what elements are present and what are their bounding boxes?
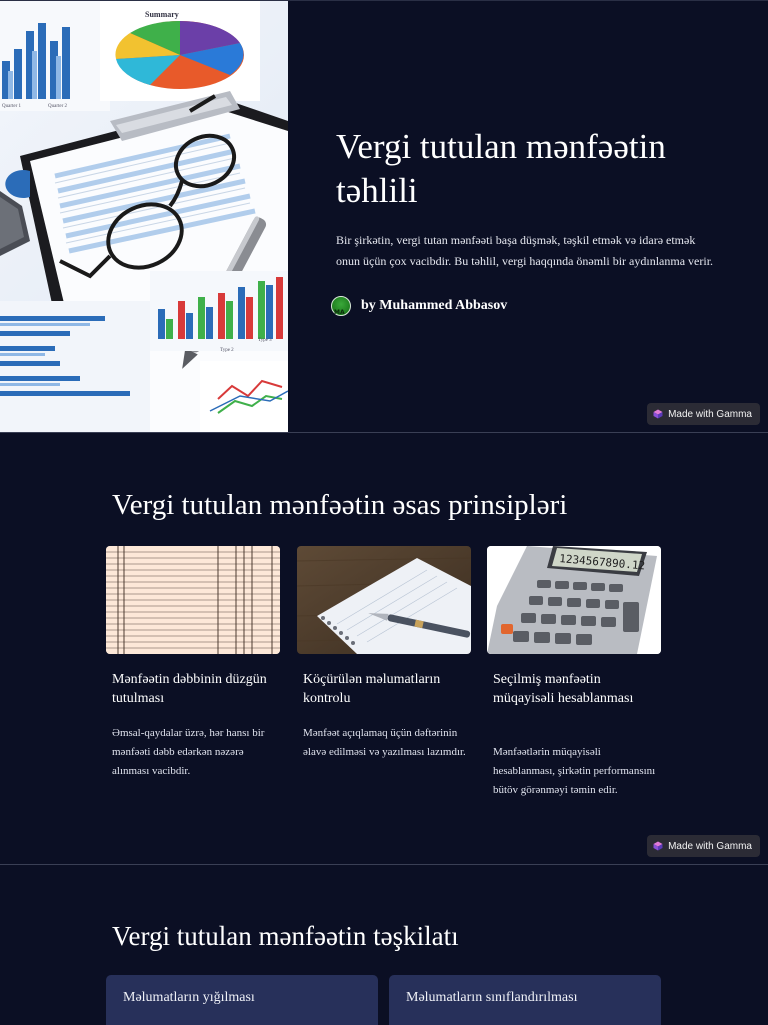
- author-name: by Muhammed Abbasov: [361, 298, 508, 313]
- presentation-title: Vergi tutulan mənfəətin təhlili: [336, 127, 666, 210]
- made-with-gamma-badge[interactable]: [647, 835, 760, 857]
- organization-box-2-label: Məlumatların sınıflandırılması: [406, 990, 578, 1005]
- calculator-display: 1234567890.12: [558, 552, 646, 573]
- author-line: [331, 293, 507, 319]
- principle-1-text: Əmsal-qaydalar üzrə, hər hansı bir mənfəəti dəbb edərkən nəzərə alınması vacibdir.: [112, 727, 265, 777]
- presentation-description: Bir şirkətin, vergi tutan mənfəəti başa düşmək, təşkil etmək və idarə etmək onun üçün çox vacibdir. Bu təhlil, vergi haqqında önəmli bir aydınlanma verir.: [336, 233, 714, 268]
- principle-2-text: Mənfəət açıqlamaq üçün dəftərinin əlavə edilməsi və yazılması lazımdır.: [303, 727, 466, 758]
- organization-title: Vergi tutulan mənfəətin təşkilatı: [112, 921, 459, 951]
- badge-label: Made with Gamma: [668, 840, 752, 852]
- author-avatar: [331, 296, 351, 316]
- gamma-cube-icon: [653, 409, 663, 419]
- organization-box-1: [106, 975, 378, 1025]
- principle-card-1: [106, 546, 281, 781]
- organization-slide: [0, 864, 768, 1025]
- principles-slide: [0, 432, 768, 865]
- principle-card-2: [297, 546, 472, 762]
- organization-box-1-label: Məlumatların yığılması: [123, 990, 255, 1005]
- summary-label: Summary: [145, 10, 179, 19]
- ledger-paper-image: [106, 546, 280, 654]
- financial-charts-image: [0, 1, 288, 433]
- principle-card-3: [487, 546, 662, 800]
- principle-1-title: Mənfəətin dəbbinin düzgün tutulması: [112, 672, 267, 706]
- quarter-2-label: Quarter 2: [48, 104, 68, 109]
- calculator-illustration: [487, 546, 661, 654]
- financial-charts-illustration: [0, 1, 288, 433]
- type-2-label: Type 2: [220, 348, 234, 353]
- calculator-image: [487, 546, 661, 654]
- principles-title: Vergi tutulan mənfəətin əsas prinsipləri: [112, 489, 568, 521]
- principle-3-title: Seçilmiş mənfəətin müqayisəli hesablanması: [493, 672, 634, 706]
- quarter-1-label: Quarter 1: [2, 104, 22, 109]
- avatar-initials: MA: [334, 309, 345, 316]
- type-3-label: Type 3: [258, 338, 272, 343]
- gamma-cube-icon: [653, 841, 663, 851]
- notebook-pen-illustration: [297, 546, 471, 654]
- made-with-gamma-badge[interactable]: [647, 403, 760, 425]
- principle-3-text: Mənfəətlərin müqayisəli hesablanması, şirkətin performansını bütöv görənməyi təmin edir.: [493, 746, 656, 796]
- organization-box-2: [389, 975, 661, 1025]
- title-slide: [0, 0, 768, 433]
- principle-2-title: Köçürülən məlumatların kontrolu: [303, 672, 441, 706]
- ledger-paper-illustration: [106, 546, 280, 654]
- notebook-pen-image: [297, 546, 471, 654]
- badge-label: Made with Gamma: [668, 408, 752, 420]
